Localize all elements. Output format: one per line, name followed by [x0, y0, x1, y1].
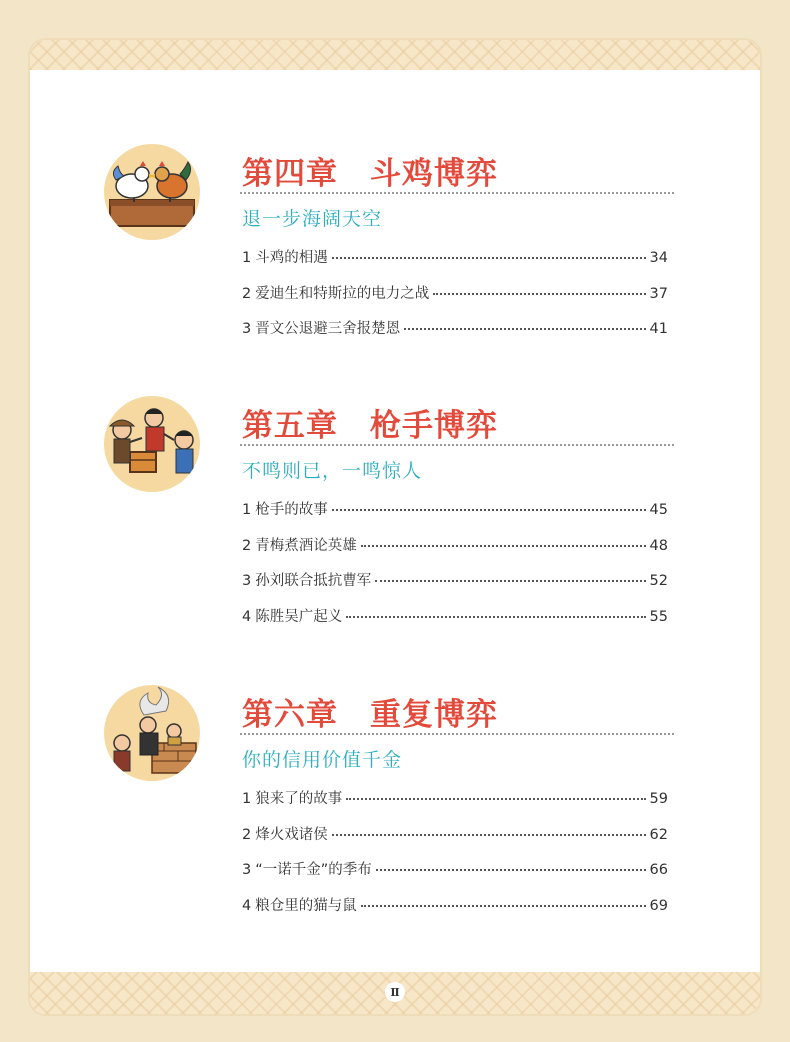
toc-entry-label: 陈胜吴广起义	[255, 608, 343, 625]
toc-entry-page: 69	[649, 897, 668, 914]
toc-entry-label: 烽火戏诸侯	[255, 826, 328, 843]
toc-entry-page: 48	[649, 537, 668, 554]
toc-entry-number: 4	[242, 897, 252, 914]
dot-leader	[375, 580, 645, 582]
chapter-title: 第六章 重复博弈	[242, 697, 498, 733]
toc-entry-page: 45	[649, 502, 668, 518]
toc-entry[interactable]	[242, 317, 668, 353]
toc-entry[interactable]	[242, 246, 668, 282]
toc-entry-label: 枪手的故事	[255, 502, 328, 518]
toc-entry-label: 孙刘联合抵抗曹军	[255, 573, 372, 589]
title-divider	[240, 444, 674, 446]
toc-entry-page: 55	[649, 608, 668, 625]
toc-entry-label: 晋文公退避三舍报楚恩	[255, 321, 401, 337]
toc-entry-page: 66	[649, 862, 668, 878]
dot-leader	[433, 293, 645, 295]
toc-list	[242, 787, 668, 929]
dot-leader	[346, 798, 645, 800]
page-number: Ⅱ	[385, 982, 405, 1002]
toc-entry-number: 1	[242, 250, 252, 266]
toc-entry[interactable]	[242, 282, 668, 318]
toc-page	[28, 38, 762, 1016]
toc-list	[242, 498, 668, 640]
toc-entry-number: 3	[242, 862, 252, 878]
title-divider	[240, 192, 674, 194]
toc-entry[interactable]	[242, 605, 668, 641]
toc-entry-label: 粮仓里的猫与鼠	[255, 897, 357, 914]
toc-entry-number: 1	[242, 791, 252, 807]
toc-entry-label: 青梅煮酒论英雄	[255, 537, 357, 554]
title-divider	[240, 733, 674, 735]
toc-list	[242, 246, 668, 353]
toc-entry[interactable]	[242, 569, 668, 605]
dot-leader	[376, 869, 646, 871]
toc-entry-page: 62	[649, 826, 668, 843]
toc-entry-page: 41	[649, 321, 668, 337]
dot-leader	[332, 834, 646, 836]
chapter-subtitle: 退一步海阔天空	[242, 208, 383, 230]
gunmen-duel-icon	[104, 396, 200, 492]
dot-leader	[346, 616, 645, 618]
toc-entry[interactable]	[242, 823, 668, 859]
bottom-pattern-band	[30, 972, 760, 1014]
top-pattern-band	[30, 40, 760, 70]
toc-entry-label: 斗鸡的相遇	[255, 250, 328, 266]
toc-entry[interactable]	[242, 534, 668, 570]
chapter-subtitle: 不鸣则已，一鸣惊人	[242, 460, 423, 482]
toc-entry-number: 2	[242, 826, 252, 843]
toc-entry-label: 狼来了的故事	[255, 791, 343, 807]
chapter-subtitle: 你的信用价值千金	[242, 749, 403, 771]
toc-entry-number: 2	[242, 537, 252, 554]
toc-entry-page: 52	[649, 573, 668, 589]
beacon-tower-icon	[104, 685, 200, 781]
toc-entry[interactable]	[242, 858, 668, 894]
toc-entry-number: 3	[242, 321, 252, 337]
dot-leader	[404, 328, 645, 330]
chapter-title: 第五章 枪手博弈	[242, 408, 498, 444]
fighting-roosters-icon	[104, 144, 200, 240]
toc-entry-number: 4	[242, 608, 252, 625]
dot-leader	[332, 257, 646, 259]
toc-entry-label: 爱迪生和特斯拉的电力之战	[255, 285, 430, 302]
toc-entry[interactable]	[242, 787, 668, 823]
toc-entry-page: 37	[649, 285, 668, 302]
toc-entry[interactable]	[242, 894, 668, 930]
dot-leader	[361, 905, 646, 907]
toc-entry-page: 34	[649, 250, 668, 266]
toc-entry-number: 1	[242, 502, 252, 518]
toc-entry-page: 59	[649, 791, 668, 807]
toc-entry-number: 2	[242, 285, 252, 302]
dot-leader	[332, 509, 646, 511]
toc-entry-label: “一诺千金”的季布	[255, 862, 372, 878]
toc-entry-number: 3	[242, 573, 252, 589]
chapter-title: 第四章 斗鸡博弈	[242, 156, 498, 192]
toc-entry[interactable]	[242, 498, 668, 534]
dot-leader	[361, 545, 646, 547]
